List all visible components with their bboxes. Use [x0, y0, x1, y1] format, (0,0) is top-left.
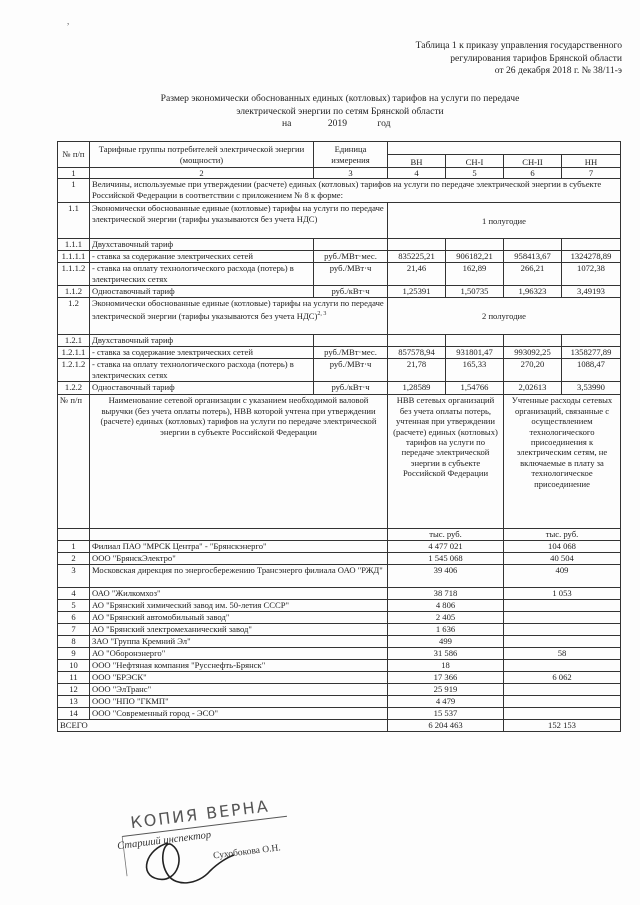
- table-row: [58, 298, 621, 335]
- row-value: 835225,21: [388, 251, 446, 263]
- org-nvv: 31 586: [388, 648, 504, 660]
- header-vn: ВН: [388, 155, 446, 168]
- org-expenses: 58: [504, 648, 621, 660]
- org-name: АО "Брянский электромеханический завод": [90, 624, 388, 636]
- header-group: Тарифные группы потребителей электрической энергии (мощности): [90, 142, 314, 168]
- row-text: - ставка за содержание электрических сетей: [90, 251, 314, 263]
- row-value: 931801,47: [446, 347, 504, 359]
- order-reference: [392, 40, 622, 78]
- tariff-table: [57, 141, 621, 732]
- header-nn: НН: [562, 155, 621, 168]
- row-unit: руб./МВт·мес.: [314, 251, 388, 263]
- total-row: [58, 720, 621, 732]
- header-unit: Единица измерения: [314, 142, 388, 168]
- row-value: [562, 335, 621, 347]
- row-unit: руб./МВт·ч: [314, 359, 388, 382]
- total-expenses: 152 153: [504, 720, 621, 732]
- row-value: 1,25391: [388, 286, 446, 298]
- org-name: Московская дирекция по энергосбережению Трансэнерго филиала ОАО "РЖД": [90, 565, 388, 588]
- org-expenses: 40 504: [504, 553, 621, 565]
- title-line: электрической энергии по сетям Брянской области: [236, 105, 444, 117]
- footnote-mark: 2, 3: [317, 310, 327, 317]
- row-unit: руб./кВт·ч: [314, 286, 388, 298]
- row-value: [446, 335, 504, 347]
- column-number: 1: [58, 168, 90, 179]
- title-on: на: [282, 118, 292, 129]
- org-nvv: 15 537: [388, 708, 504, 720]
- org-nvv: 4 806: [388, 600, 504, 612]
- row-value: 2,02613: [504, 382, 562, 395]
- org-nvv: 499: [388, 636, 504, 648]
- row-num: 1.2.1.1: [58, 347, 90, 359]
- table-row: [58, 359, 621, 382]
- nvv-header-row: [58, 395, 621, 529]
- org-row: [58, 541, 621, 553]
- stray-mark: ,: [67, 16, 70, 26]
- title-god: год: [377, 118, 391, 129]
- nvv-header-name: Наименование сетевой организации с указанием необходимой валовой выручки (без учета оплаты потерь), НВВ которой учтена при утверждении (расчете) единых (котловых) тарифов на услуги по передаче электрической энергии в субъекте Российской Федерации: [90, 395, 388, 529]
- handwritten-signature: [128, 835, 238, 895]
- row-num: 1.1.1.2: [58, 263, 90, 286]
- org-name: ОАО "Жилкомхоз": [90, 588, 388, 600]
- column-number: 3: [314, 168, 388, 179]
- row-value: 266,21: [504, 263, 562, 286]
- org-row: [58, 660, 621, 672]
- column-number: 4: [388, 168, 446, 179]
- title-year: 2019: [327, 118, 347, 129]
- org-nvv: 25 919: [388, 684, 504, 696]
- row-unit: руб./кВт·ч: [314, 382, 388, 395]
- column-number: 6: [504, 168, 562, 179]
- row-text: - ставка на оплату технологического расхода (потерь) в электрических сетях: [90, 263, 314, 286]
- row-value: [446, 239, 504, 251]
- nvv-unit-blank: [90, 529, 388, 541]
- row-num: 1.2.1.2: [58, 359, 90, 382]
- row-period: 1 полугодие: [388, 203, 621, 239]
- row-value: 3,53990: [562, 382, 621, 395]
- org-expenses: 1 053: [504, 588, 621, 600]
- row-num: 1.1.1.1: [58, 251, 90, 263]
- row-text: Экономически обоснованные единые (котловые) тарифы на услуги по передаче электрической энергии (тарифы указываются без учета НДС): [90, 203, 388, 239]
- org-nvv: 2 405: [388, 612, 504, 624]
- column-number: 5: [446, 168, 504, 179]
- org-num: 13: [58, 696, 90, 708]
- row-num: 1.2.2: [58, 382, 90, 395]
- row-value: 21,78: [388, 359, 446, 382]
- row-text-with-footnote: [90, 298, 388, 335]
- org-nvv: 1 545 068: [388, 553, 504, 565]
- expenses-unit: тыс. руб.: [504, 529, 621, 541]
- row-value: 958413,67: [504, 251, 562, 263]
- stamp-title: КОПИЯ ВЕРНА: [129, 796, 271, 833]
- org-row: [58, 624, 621, 636]
- org-row: [58, 684, 621, 696]
- title-year-line: [130, 118, 550, 131]
- org-row: [58, 696, 621, 708]
- table-row: [58, 263, 621, 286]
- header-num: № п/п: [58, 142, 90, 168]
- row-text: - ставка на оплату технологического расхода (потерь) в электрических сетях: [90, 359, 314, 382]
- org-nvv: 4 479: [388, 696, 504, 708]
- row-value: 1072,38: [562, 263, 621, 286]
- order-reference-line: от 26 декабря 2018 г. № 38/11-э: [494, 65, 622, 76]
- org-expenses: [504, 696, 621, 708]
- org-expenses: [504, 660, 621, 672]
- org-num: 5: [58, 600, 90, 612]
- org-nvv: 17 366: [388, 672, 504, 684]
- org-name: АО "Оборонэнерго": [90, 648, 388, 660]
- org-name: ООО "ЭлТранс": [90, 684, 388, 696]
- column-number: 7: [562, 168, 621, 179]
- table-row: [58, 179, 621, 203]
- order-reference-line: Таблица 1 к приказу управления государственного: [415, 40, 622, 51]
- row-value: 162,89: [446, 263, 504, 286]
- row-value: [504, 239, 562, 251]
- row-unit: руб./МВт·мес.: [314, 347, 388, 359]
- org-num: 3: [58, 565, 90, 588]
- org-name: ООО "БРЭСК": [90, 672, 388, 684]
- org-name: АО "Брянский химический завод им. 50-летия СССР": [90, 600, 388, 612]
- total-label: ВСЕГО: [58, 720, 388, 732]
- nvv-unit-blank: [58, 529, 90, 541]
- table-row: [58, 286, 621, 298]
- org-row: [58, 636, 621, 648]
- row-value: 3,49193: [562, 286, 621, 298]
- org-num: 1: [58, 541, 90, 553]
- row-unit: [314, 335, 388, 347]
- nvv-header-nvv: НВВ сетевых организаций без учета оплаты потерь, учтенная при утверждении (расчете) единых (котловых) тарифов на услуги по передаче электрической энергии в субъекте Российской Федерации: [388, 395, 504, 529]
- row-text: Двухставочный тариф: [90, 335, 314, 347]
- org-nvv: 38 718: [388, 588, 504, 600]
- row-value: [388, 239, 446, 251]
- org-num: 6: [58, 612, 90, 624]
- total-nvv: 6 204 463: [388, 720, 504, 732]
- header-row: [58, 142, 621, 155]
- org-name: ООО "БрянскЭлектро": [90, 553, 388, 565]
- header-sn2: СН-II: [504, 155, 562, 168]
- row-value: 21,46: [388, 263, 446, 286]
- org-num: 12: [58, 684, 90, 696]
- row-num: 1.1.1: [58, 239, 90, 251]
- row-value: 1088,47: [562, 359, 621, 382]
- nvv-header-expenses: Учтенные расходы сетевых организаций, связанные с осуществлением технологического присоединения к электрическим сетям, не включаемые в плату за технологическое присоединение: [504, 395, 621, 529]
- row-unit: руб./МВт·ч: [314, 263, 388, 286]
- column-number-row: [58, 168, 621, 179]
- row-text: Величины, используемые при утверждении (расчете) единых (котловых) тарифов на услуги по передаче электрической энергии в субъекте Российской Федерации в соответствии с приложением № 8 к форме:: [90, 179, 621, 203]
- row-value: 1324278,89: [562, 251, 621, 263]
- row-unit: [314, 239, 388, 251]
- org-name: ООО "Нефтяная компания "Русснефть-Брянск": [90, 660, 388, 672]
- row-num: 1.1.2: [58, 286, 90, 298]
- org-row: [58, 612, 621, 624]
- org-num: 4: [58, 588, 90, 600]
- org-row: [58, 565, 621, 588]
- table-row: [58, 239, 621, 251]
- org-expenses: [504, 612, 621, 624]
- table-row: [58, 335, 621, 347]
- row-text: Двухставочный тариф: [90, 239, 314, 251]
- row-period: 2 полугодие: [388, 298, 621, 335]
- org-row: [58, 600, 621, 612]
- org-row: [58, 588, 621, 600]
- row-value: 165,33: [446, 359, 504, 382]
- org-row: [58, 553, 621, 565]
- org-row: [58, 672, 621, 684]
- order-reference-line: регулирования тарифов Брянской области: [450, 52, 622, 64]
- row-value: 270,20: [504, 359, 562, 382]
- org-num: 7: [58, 624, 90, 636]
- row-num: 1.1: [58, 203, 90, 239]
- org-num: 9: [58, 648, 90, 660]
- org-name: ООО "Современный город - ЭСО": [90, 708, 388, 720]
- row-text: - ставка за содержание электрических сетей: [90, 347, 314, 359]
- nvv-unit-row: [58, 529, 621, 541]
- row-num: 1: [58, 179, 90, 203]
- org-expenses: [504, 600, 621, 612]
- org-name: ООО "НПО "ГКМП": [90, 696, 388, 708]
- row-value: 1,96323: [504, 286, 562, 298]
- table-row: [58, 203, 621, 239]
- row-num: 1.2.1: [58, 335, 90, 347]
- column-number: 2: [90, 168, 314, 179]
- org-name: ЗАО "Группа Кремний Эл": [90, 636, 388, 648]
- org-num: 11: [58, 672, 90, 684]
- org-expenses: [504, 624, 621, 636]
- org-expenses: 409: [504, 565, 621, 588]
- row-value: 993092,25: [504, 347, 562, 359]
- org-expenses: 104 068: [504, 541, 621, 553]
- row-value: 1,28589: [388, 382, 446, 395]
- org-expenses: [504, 684, 621, 696]
- org-row: [58, 648, 621, 660]
- row-value: 1,54766: [446, 382, 504, 395]
- stamp-signatory: Сухобокова О.Н.: [212, 843, 282, 862]
- header-voltage-span: [388, 142, 621, 155]
- nvv-unit: тыс. руб.: [388, 529, 504, 541]
- org-expenses: [504, 708, 621, 720]
- org-num: 8: [58, 636, 90, 648]
- table-row: [58, 382, 621, 395]
- header-sn1: СН-I: [446, 155, 504, 168]
- row-value: 857578,94: [388, 347, 446, 359]
- org-expenses: [504, 636, 621, 648]
- row-value: 1,50735: [446, 286, 504, 298]
- title-line: Размер экономически обоснованных единых (котловых) тарифов на услуги по передаче: [160, 93, 520, 104]
- row-num: 1.2: [58, 298, 90, 335]
- row-text: Экономически обоснованные единые (котловые) тарифы на услуги по передаче электрической энергии (тарифы указываются без учета НДС): [92, 298, 384, 321]
- nvv-header-num: № п/п: [58, 395, 90, 529]
- org-nvv: 39 406: [388, 565, 504, 588]
- org-nvv: 4 477 021: [388, 541, 504, 553]
- row-value: 906182,21: [446, 251, 504, 263]
- table-row: [58, 251, 621, 263]
- row-value: [504, 335, 562, 347]
- row-value: [562, 239, 621, 251]
- row-text: Одноставочный тариф: [90, 286, 314, 298]
- stamp-position: Старший инспектор: [116, 829, 212, 853]
- org-expenses: 6 062: [504, 672, 621, 684]
- org-num: 2: [58, 553, 90, 565]
- org-name: Филиал ПАО "МРСК Центра" - "Брянскэнерго": [90, 541, 388, 553]
- org-nvv: 1 636: [388, 624, 504, 636]
- org-num: 10: [58, 660, 90, 672]
- document-title: [130, 93, 550, 131]
- org-row: [58, 708, 621, 720]
- table-row: [58, 347, 621, 359]
- row-value: [388, 335, 446, 347]
- row-value: 1358277,89: [562, 347, 621, 359]
- row-text: Одноставочный тариф: [90, 382, 314, 395]
- org-name: АО "Брянский автомобильный завод": [90, 612, 388, 624]
- org-num: 14: [58, 708, 90, 720]
- org-nvv: 18: [388, 660, 504, 672]
